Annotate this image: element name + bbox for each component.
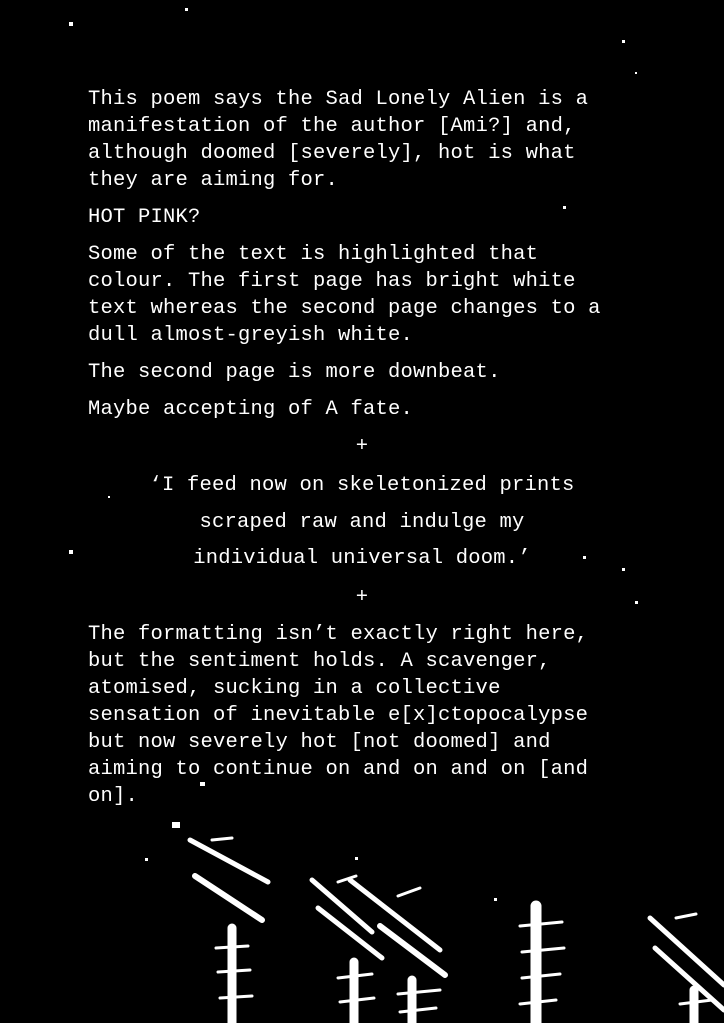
quote-line-2: scraped raw and indulge my [199, 510, 525, 534]
paragraph-highlight: Some of the text is highlighted that colour. The first page has bright white text whereas the second page changes to a dull almost-greyish white. [88, 243, 601, 347]
stem-mark [340, 998, 374, 1002]
speck [622, 568, 625, 571]
scratch-mark [380, 926, 445, 975]
stem-mark [520, 922, 562, 926]
separator-bottom: + [355, 585, 369, 609]
paragraph-formatting: The formatting isn’t exactly right here, but the sentiment holds. A scavenger, atomised, sucking in a collective sensation of inevitable e[x]ctopocalypse but now severely hot [not doomed] and aiming to continue on and on and on [and on]. [88, 622, 589, 808]
quote-line-3: individual universal doom.’ [193, 547, 531, 570]
paragraph-hot-pink: HOT PINK? [88, 206, 201, 229]
stem-mark [218, 970, 250, 972]
paragraph-intro: This poem says the Sad Lonely Alien is a manifestation of the author [Ami?] and, although doomed [severely], hot is what they are aiming for. [88, 88, 589, 192]
quote-line-1: ‘I feed now on skeletonized prints [149, 474, 575, 497]
paragraph-fate: Maybe accepting of A fate. [88, 398, 414, 421]
scratch-mark [676, 914, 696, 918]
speck [185, 8, 188, 11]
separator-top: + [355, 435, 369, 458]
scratch-mark [212, 838, 232, 840]
stem-mark [680, 1000, 712, 1004]
speck [172, 822, 180, 828]
stem-mark [398, 990, 440, 994]
speck [69, 22, 73, 26]
stem-mark [220, 996, 252, 998]
speck [494, 898, 497, 901]
speck [635, 72, 637, 74]
speck [355, 857, 358, 860]
scratch-mark [190, 840, 268, 882]
speck [108, 496, 110, 498]
speck [583, 556, 586, 559]
speck [200, 782, 205, 786]
speck [563, 206, 566, 209]
speck [635, 601, 638, 604]
speck [622, 40, 625, 43]
speck [69, 550, 73, 554]
stem-mark [400, 1008, 436, 1012]
stem-mark [522, 948, 564, 952]
scratch-mark [398, 888, 420, 896]
stem-mark [216, 946, 248, 948]
stem-mark [338, 974, 372, 978]
stem-mark [520, 1000, 556, 1004]
paragraph-downbeat: The second page is more downbeat. [88, 361, 501, 384]
speck [145, 858, 148, 861]
scratch-mark [195, 876, 262, 920]
stem-mark [522, 974, 560, 978]
